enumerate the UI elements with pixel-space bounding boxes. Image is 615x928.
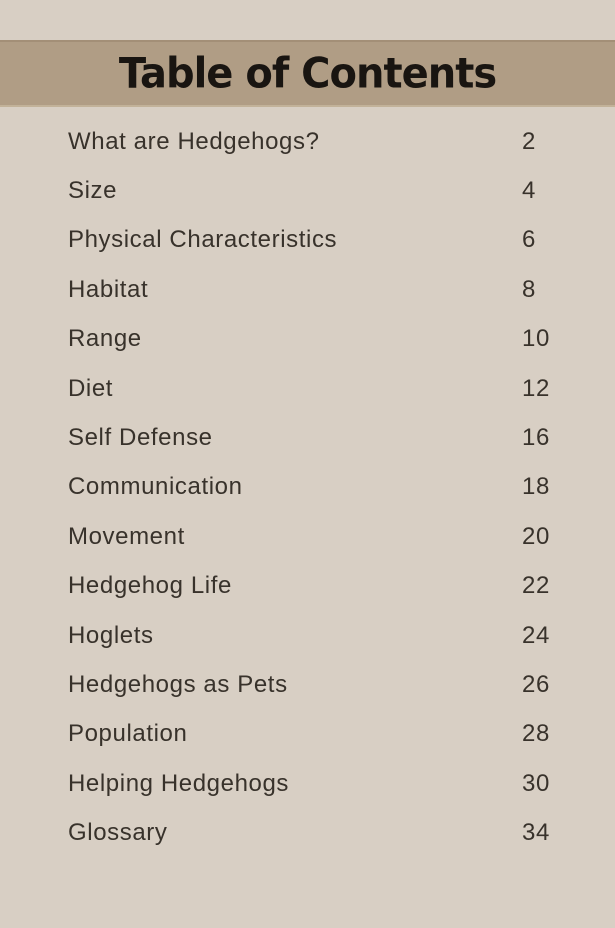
toc-row <box>68 315 568 364</box>
toc-entry-label: Self Defense <box>68 424 213 452</box>
toc-row <box>68 611 568 660</box>
toc-entry-page-number: 28 <box>522 720 550 748</box>
toc-entry-label: Range <box>68 325 142 353</box>
toc-entry-label: Communication <box>68 473 243 501</box>
toc-entry-page-number: 6 <box>522 226 536 254</box>
toc-row <box>68 710 568 759</box>
toc-entry-label: Physical Characteristics <box>68 226 338 254</box>
toc-row <box>68 413 568 462</box>
toc-row <box>68 512 568 561</box>
toc-entry-page-number: 2 <box>522 127 536 155</box>
toc-row <box>68 759 568 808</box>
toc-entry-page-number: 18 <box>522 473 550 501</box>
toc-entry-label: Hedgehogs as Pets <box>68 670 288 698</box>
toc-entry-label: Diet <box>68 374 114 402</box>
toc-row <box>68 562 568 611</box>
title-band <box>0 40 615 107</box>
toc-entry-page-number: 12 <box>522 374 550 402</box>
toc-entry-label: Hedgehog Life <box>68 572 232 600</box>
toc-entry-label: Size <box>68 177 118 205</box>
toc-row <box>68 364 568 413</box>
toc-list <box>68 117 568 858</box>
page-title: Table of Contents <box>118 49 497 98</box>
toc-entry-label: Helping Hedgehogs <box>68 769 290 797</box>
toc-row <box>68 265 568 314</box>
toc-entry-page-number: 16 <box>522 424 550 452</box>
toc-row <box>68 660 568 709</box>
toc-row <box>68 216 568 265</box>
toc-row <box>68 166 568 215</box>
toc-entry-label: Movement <box>68 522 185 550</box>
toc-entry-page-number: 24 <box>522 621 550 649</box>
toc-entry-label: Habitat <box>68 275 149 303</box>
toc-entry-page-number: 20 <box>522 522 550 550</box>
toc-entry-page-number: 30 <box>522 769 550 797</box>
toc-entry-label: Population <box>68 720 188 748</box>
toc-row <box>68 463 568 512</box>
toc-entry-page-number: 4 <box>522 177 536 205</box>
toc-entry-label: Glossary <box>68 819 168 847</box>
toc-entry-label: Hoglets <box>68 621 154 649</box>
toc-row <box>68 117 568 166</box>
toc-entry-page-number: 8 <box>522 275 536 303</box>
toc-entry-page-number: 22 <box>522 572 550 600</box>
toc-entry-page-number: 34 <box>522 819 550 847</box>
toc-entry-page-number: 10 <box>522 325 550 353</box>
toc-entry-label: What are Hedgehogs? <box>68 127 320 155</box>
toc-row <box>68 808 568 857</box>
toc-entry-page-number: 26 <box>522 670 550 698</box>
